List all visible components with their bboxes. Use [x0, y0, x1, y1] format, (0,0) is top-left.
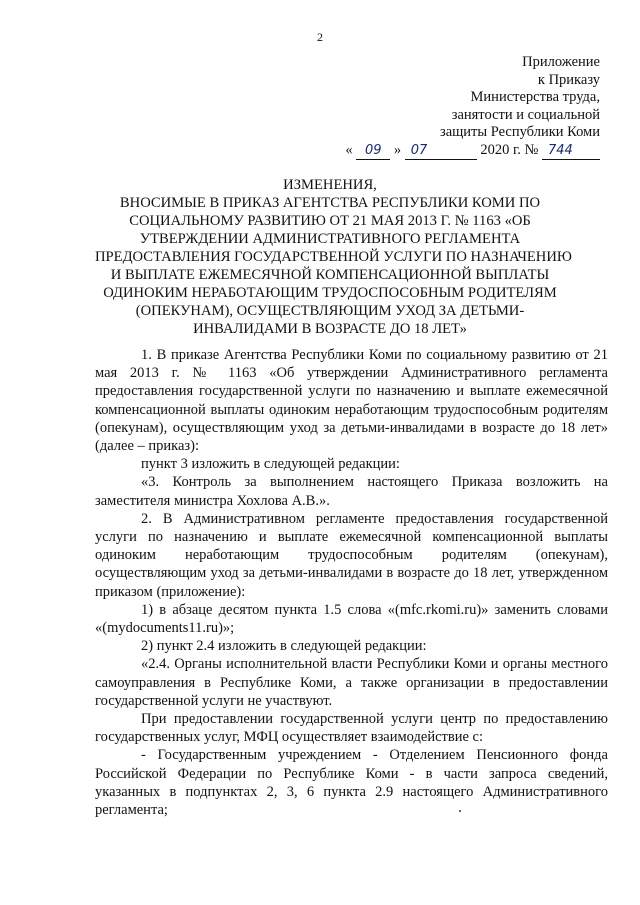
order-day: 09	[356, 142, 390, 161]
approval-line: к Приказу	[537, 71, 600, 88]
order-year-label: 2020 г. №	[480, 141, 539, 158]
paragraph: - Государственным учреждением - Отделением Пенсионного фонда Российской Федерации по Республике Коми - в части запроса сведений, указанных в подпунктах 2, 3, 6 пункта 2.9 настоящего Административного регламента;	[95, 747, 608, 819]
scan-speck	[459, 810, 461, 812]
title-line: УТВЕРЖДЕНИИ АДМИНИСТРАТИВНОГО РЕГЛАМЕНТА	[139, 231, 521, 247]
paragraph: При предоставлении государственной услуги центр по предоставлению государственных услуг, МФЦ осуществляет взаимодействие с:	[95, 711, 608, 746]
approval-block	[345, 54, 600, 160]
title-line: ПРЕДОСТАВЛЕНИЯ ГОСУДАРСТВЕННОЙ УСЛУГИ ПО НАЗНАЧЕНИЮ	[95, 249, 572, 265]
approval-line: Приложение	[522, 54, 600, 70]
paragraph: 2) пункт 2.4 изложить в следующей редакции:	[141, 638, 427, 655]
order-number: 744	[542, 142, 600, 161]
paragraph: «2.4. Органы исполнительной власти Республики Коми и органы местного самоуправления в Республике Коми, а также организации в предоставлении государственной услуги не участвуют.	[95, 656, 608, 709]
title-line: И ВЫПЛАТЕ ЕЖЕМЕСЯЧНОЙ КОМПЕНСАЦИОННОЙ ВЫПЛАТЫ	[110, 267, 550, 283]
document-body	[95, 346, 608, 819]
paragraph: 1. В приказе Агентства Республики Коми по социальному развитию от 21 мая 2013 г. № 1163 «Об утверждении Административного регламента предоставления государственной услуги по назначению и выплате ежемесячной компенсационной выплаты одиноким неработающим трудоспособным родителям (опекунам), осуществляющим уход за детьми-инвалидами в возрасте до 18 лет» (далее – приказ):	[95, 347, 608, 455]
date-open-quote: «	[345, 141, 353, 158]
paragraph: 2. В Административном регламенте предоставления государственной услуги по назначению и выплате ежемесячной компенсационной выплаты одиноким неработающим трудоспособным родителям (опекунам), осуществляющим уход за детьми-инвалидами в возрасте до 18 лет, утвержденном приказом (приложение):	[95, 510, 608, 600]
page-number: 2	[317, 30, 323, 44]
title-line: (ОПЕКУНАМ), ОСУЩЕСТВЛЯЮЩИМ УХОД ЗА ДЕТЬМИ-	[135, 303, 525, 319]
document-title	[95, 176, 572, 338]
date-close-quote: »	[393, 141, 402, 158]
order-month: 07	[405, 142, 477, 161]
approval-line: Министерства труда,	[470, 89, 600, 105]
paragraph: 1) в абзаце десятом пункта 1.5 слова «(mfc.rkomi.ru)» заменить словами «(mydocuments11.ru)»;	[95, 601, 608, 637]
title-line: ИЗМЕНЕНИЯ,	[283, 177, 377, 193]
paragraph: «3. Контроль за выполнением настоящего Приказа возложить на заместителя министра Хохлова А.В.».	[95, 474, 608, 509]
title-line: ВНОСИМЫЕ В ПРИКАЗ АГЕНТСТВА РЕСПУБЛИКИ КОМИ ПО	[119, 195, 541, 211]
approval-line: занятости и социальной	[451, 106, 600, 123]
approval-line: защиты Республики Коми	[439, 124, 600, 140]
paragraph: пункт 3 изложить в следующей редакции:	[141, 456, 400, 473]
title-line: ИНВАЛИДАМИ В ВОЗРАСТЕ ДО 18 ЛЕТ»	[193, 321, 467, 337]
title-line: ОДИНОКИМ НЕРАБОТАЮЩИМ ТРУДОСПОСОБНЫМ РОДИТЕЛЯМ	[103, 285, 557, 301]
title-line: СОЦИАЛЬНОМУ РАЗВИТИЮ ОТ 21 МАЯ 2013 Г. № 1163 «ОБ	[129, 213, 531, 229]
order-date-line	[345, 142, 600, 161]
